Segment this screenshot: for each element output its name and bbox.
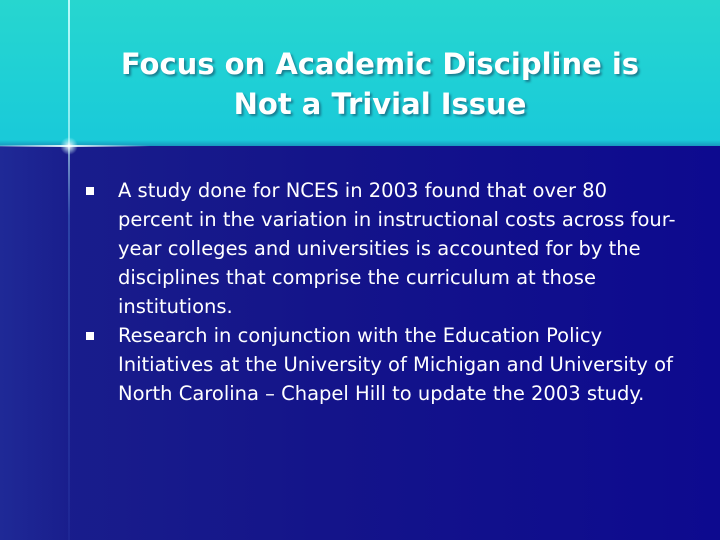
vertical-accent-line: [68, 0, 70, 540]
slide-title-line-1: Focus on Academic Discipline is: [120, 47, 640, 81]
left-decorative-strip: [0, 146, 68, 540]
bullet-text: Research in conjunction with the Education Policy Initiatives at the University of Michigan and University of North Carolina – Chapel Hill to update the 2003 study.: [118, 324, 673, 405]
bullet-text: A study done for NCES in 2003 found that over 80 percent in the variation in instructional costs across four-year colleges and universities is accounted for by the disciplines that comprise the curriculum at those institutions.: [118, 179, 676, 318]
slide-title-line-2: Not a Trivial Issue: [233, 87, 527, 121]
bullet-item: [86, 321, 686, 408]
square-bullet-icon: [86, 332, 94, 340]
bullet-list: [86, 176, 686, 408]
square-bullet-icon: [86, 187, 94, 195]
sparkle-icon: [60, 137, 78, 155]
bullet-item: [86, 176, 686, 321]
slide-title: [80, 44, 680, 124]
